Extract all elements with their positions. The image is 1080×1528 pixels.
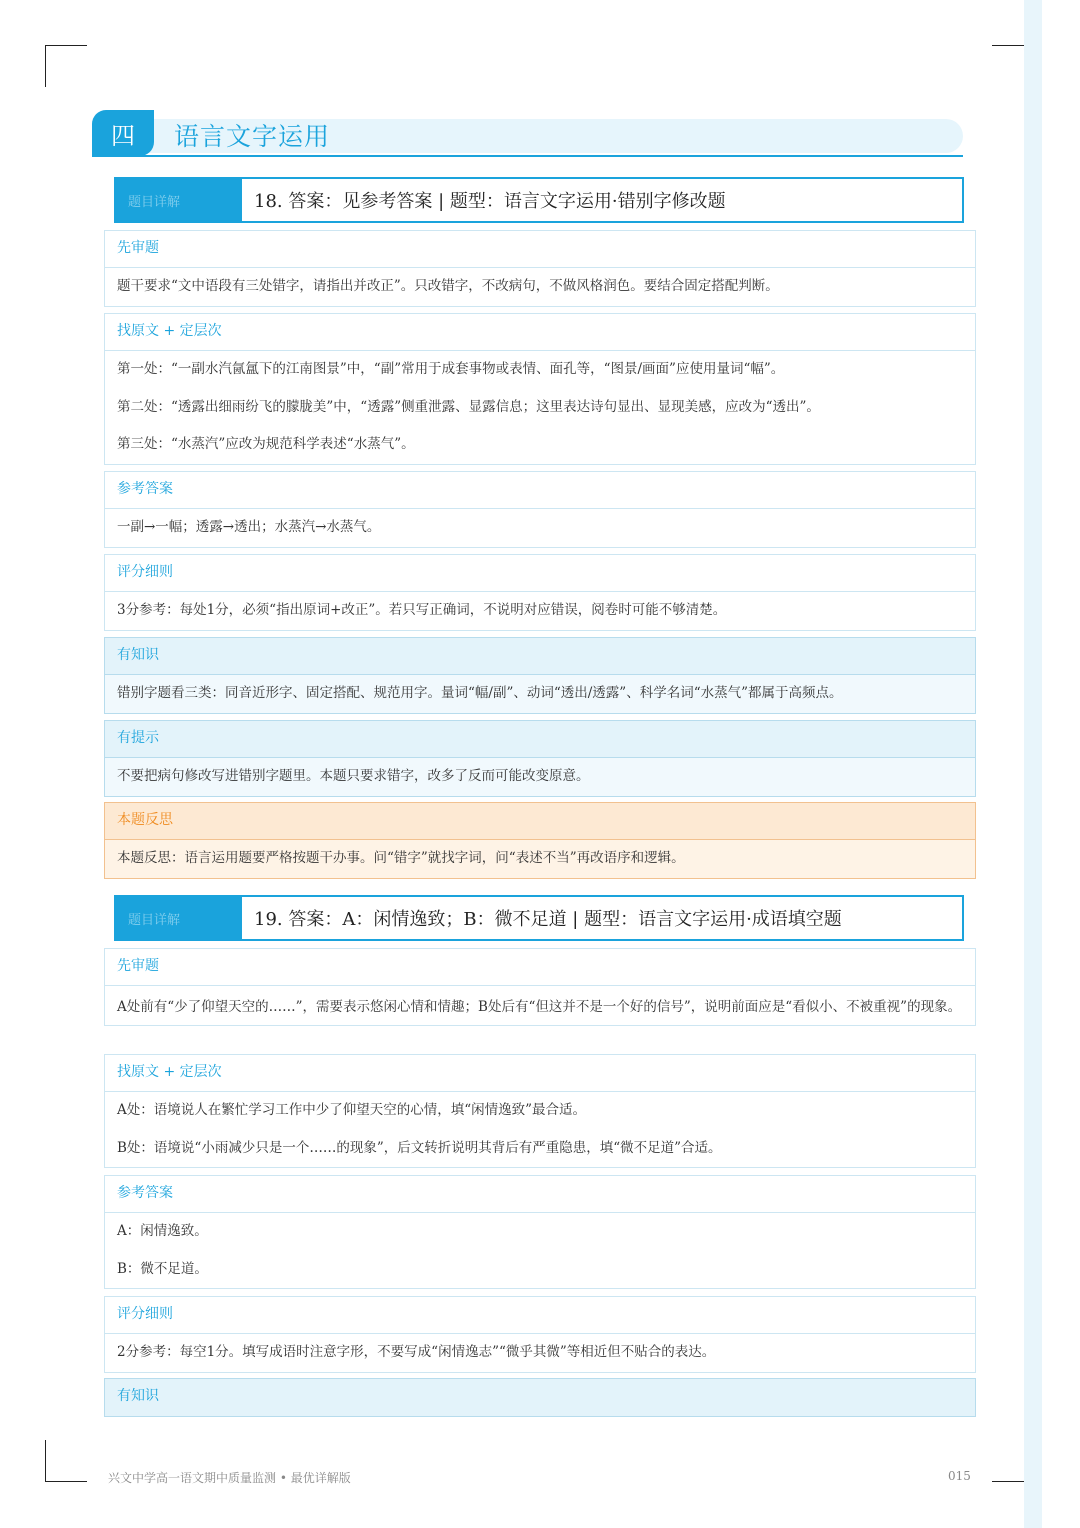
footer-title: 兴文中学高一语文期中质量监测 • 最优详解版 <box>108 1471 351 1485</box>
block-title: 评分细则 <box>105 555 975 592</box>
block-text: A处：语境说人在繁忙学习工作中少了仰望天空的心情，填“闲情逸致”最合适。 <box>117 1102 587 1118</box>
question-tag: 题目详解 <box>116 897 242 939</box>
block-title: 有知识 <box>105 1379 975 1416</box>
crop-mark-bottom-right-h <box>992 1481 1024 1482</box>
block-text: 第二处：“透露出细雨纷飞的朦胧美”中，“透露”侧重泄露、显露信息；这里表达诗句显出、显现美感，应改为“透出”。 <box>117 398 820 415</box>
page-number: 015 <box>948 1469 971 1483</box>
crop-mark-top-left-h <box>45 45 87 46</box>
block-text: B处：语境说“小雨减少只是一个……的现象”，后文转折说明其背后有严重隐患，填“微不足道”合适。 <box>117 1139 722 1156</box>
block-text: 一副→一幅；透露→透出；水蒸汽→水蒸气。 <box>117 519 381 535</box>
crop-mark-top-right-h <box>992 45 1024 46</box>
block-text: 错别字题看三类：同音近形字、固定搭配、规范用字。量词“幅/副”、动词“透出/透露”、科学名词“水蒸气”都属于高频点。 <box>117 685 843 701</box>
section-title: 语言文字运用 <box>174 122 331 151</box>
block-title: 参考答案 <box>105 1176 975 1213</box>
section-header <box>92 110 963 156</box>
q18-block-tips <box>104 720 976 797</box>
section-number: 四 <box>92 110 154 156</box>
block-text: A处前有“少了仰望天空的……”，需要表示悠闲心情和情趣；B处后有“但这并不是一个好的信号”，说明前面应是“看似小、不被重视”的现象。 <box>117 999 962 1015</box>
q18-block-scoring <box>104 554 976 631</box>
block-text: A：闲情逸致。 <box>117 1223 208 1239</box>
block-title: 评分细则 <box>105 1297 975 1334</box>
crop-mark-bottom-left-h <box>45 1481 87 1482</box>
crop-mark-bottom-left-v <box>45 1440 46 1482</box>
block-title: 先审题 <box>105 231 975 268</box>
q18-block-read-question <box>104 230 976 307</box>
block-text: 第三处：“水蒸汽”应改为规范科学表述“水蒸气”。 <box>117 436 415 452</box>
q18-block-reference-answer <box>104 471 976 548</box>
question-tag: 题目详解 <box>116 179 242 221</box>
q18-block-reflection <box>104 802 976 879</box>
question-answer-summary: 18. 答案：见参考答案 | 题型：语言文字运用·错别字修改题 <box>254 191 726 212</box>
section-underline <box>92 155 963 157</box>
q18-block-find-text <box>104 313 976 465</box>
question-18-header <box>114 177 964 223</box>
q19-block-scoring <box>104 1296 976 1373</box>
block-title: 找原文 + 定层次 <box>105 1055 975 1092</box>
block-text: 本题反思：语言运用题要严格按题干办事。问“错字”就找字词，问“表述不当”再改语序和逻辑。 <box>117 850 685 866</box>
crop-mark-top-left-v <box>45 45 46 87</box>
block-text: 不要把病句修改写进错别字题里。本题只要求错字，改多了反而可能改变原意。 <box>117 768 590 784</box>
block-text: 2分参考：每空1分。填写成语时注意字形，不要写成“闲情逸志”“微乎其微”等相近但不贴合的表达。 <box>117 1344 716 1360</box>
block-text: 题干要求“文中语段有三处错字，请指出并改正”。只改错字，不改病句，不做风格润色。要结合固定搭配判断。 <box>117 278 779 294</box>
block-title: 参考答案 <box>105 472 975 509</box>
page-edge-strip <box>1024 0 1042 1528</box>
block-title: 有知识 <box>105 638 975 675</box>
block-title: 有提示 <box>105 721 975 758</box>
block-title: 先审题 <box>105 949 975 986</box>
q19-block-find-text <box>104 1054 976 1168</box>
q19-block-read-question <box>104 948 976 1026</box>
q19-block-knowledge <box>104 1378 976 1417</box>
block-title: 找原文 + 定层次 <box>105 314 975 351</box>
q18-block-knowledge <box>104 637 976 714</box>
block-text: 3分参考：每处1分，必须“指出原词+改正”。若只写正确词，不说明对应错误，阅卷时可能不够清楚。 <box>117 602 727 618</box>
question-19-header <box>114 895 964 941</box>
block-title: 本题反思 <box>105 803 975 840</box>
q19-block-reference-answer <box>104 1175 976 1289</box>
block-text: 第一处：“一副水汽氤氲下的江南图景”中，“副”常用于成套事物或表情、面孔等，“图景/画面”应使用量词“幅”。 <box>117 361 785 377</box>
block-text: B：微不足道。 <box>117 1260 208 1277</box>
question-answer-summary: 19. 答案：A：闲情逸致；B：微不足道 | 题型：语言文字运用·成语填空题 <box>254 909 842 930</box>
